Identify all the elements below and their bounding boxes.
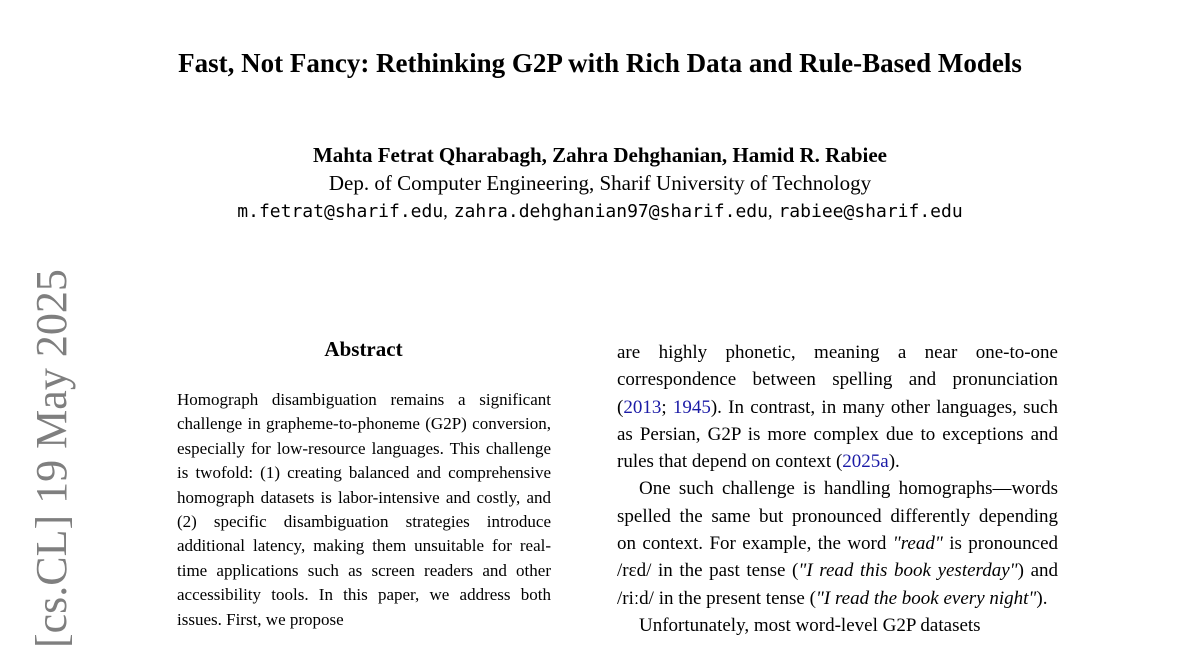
- email-separator: ,: [443, 201, 448, 221]
- paper-title: Fast, Not Fancy: Rethinking G2P with Rich Data and Rule-Based Models: [178, 48, 1022, 78]
- quoted-example: "read": [892, 533, 943, 555]
- affiliation: Dep. of Computer Engineering, Sharif University of Technology: [328, 171, 872, 195]
- email-1[interactable]: m.fetrat@sharif.edu: [237, 201, 444, 222]
- text-run: ;: [661, 396, 673, 418]
- quoted-example: "I read this book yesterday": [798, 560, 1018, 582]
- email-separator: ,: [767, 201, 773, 221]
- text-run: ).: [888, 451, 900, 473]
- text-run: One such challenge is handling homographs—words spelled the same but pronounced differently depending on context. For example, the word: [617, 478, 1058, 555]
- citation-link[interactable]: 1945: [672, 396, 711, 418]
- text-run: is pronounced /rɛd/ in the past tense (: [617, 533, 1058, 582]
- quoted-example: "I read the book every night": [815, 587, 1037, 609]
- abstract-body: Homograph disambiguation remains a significant challenge in grapheme-to-phoneme (G2P) conversion, especially for low-resource languages. This challenge is twofold: (1) creating balanced and comprehensive homograph datasets is labor-intensive and costly, and (2) specific disambiguation strategies introduce additional latency, making them unsuitable for real-time applications such as screen readers and other accessibility tools. In this paper, we address both issues. First, we propose: [177, 390, 551, 629]
- author-list: Mahta Fetrat Qharabagh, Zahra Dehghanian, Hamid R. Rabiee: [312, 143, 887, 167]
- citation-link[interactable]: 2013: [623, 396, 662, 418]
- text-run: ).: [1036, 587, 1048, 609]
- citation-link[interactable]: 2025a: [842, 451, 889, 473]
- intro-paragraph-3: Unfortunately, most word-level G2P datasets: [639, 614, 981, 636]
- abstract-heading: Abstract: [324, 337, 403, 361]
- text-run: ). In contrast, in many other languages, such as Persian, G2P is more complex due to exceptions and rules that depend on context (: [617, 396, 1058, 473]
- intro-paragraph-1: [617, 339, 1058, 475]
- email-3[interactable]: rabiee@sharif.edu: [778, 201, 963, 222]
- arxiv-stamp: [cs.CL] 19 May 2025: [27, 269, 76, 648]
- text-run: are highly phonetic, meaning a near one-to-one correspondence between spelling and pronunciation (: [617, 342, 1058, 418]
- introduction-column: [617, 339, 1058, 639]
- intro-paragraph-2: [617, 475, 1058, 611]
- email-2[interactable]: zahra.dehghanian97@sharif.edu: [453, 201, 768, 222]
- text-run: ) and /riːd/ in the present tense (: [617, 560, 1059, 609]
- email-list: [0, 201, 1200, 222]
